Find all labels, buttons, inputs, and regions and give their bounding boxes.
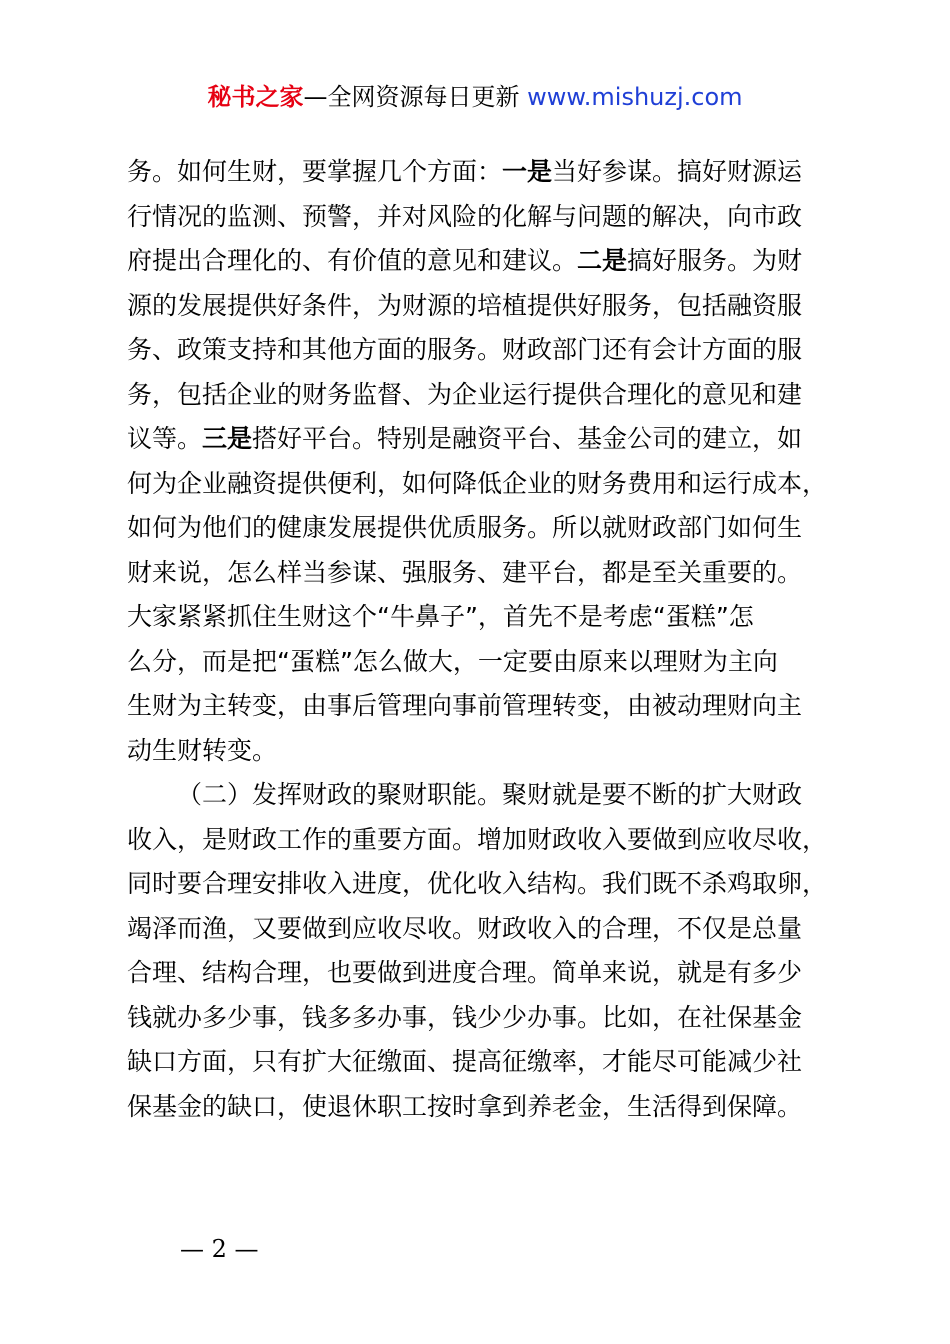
text-line: 行情况的监测、预警，并对风险的化解与问题的解决，向市政: [127, 201, 803, 231]
text-line: （二）发挥财政的聚财职能。聚财就是要不断的扩大财政: [177, 780, 803, 809]
text-line: 生财为主转变，由事后管理向事前管理转变，由被动理财向主: [127, 691, 803, 720]
emphasis-label: 三是: [202, 424, 253, 453]
text-line: 何为企业融资提供便利，如何降低企业的财务费用和运行成本，: [127, 468, 828, 498]
text-run: 府提出合理化的、有价值的意见和建议。: [127, 246, 578, 275]
text-line: 务，包括企业的财务监督、为企业运行提供合理化的意见和建: [127, 379, 803, 409]
text-line: 么分，而是把“蛋糕”怎么做大，一定要由原来以理财为主向: [127, 646, 778, 676]
text-line: [127, 150, 847, 195]
site-header: [0, 80, 950, 114]
text-line: 合理、结构合理，也要做到进度合理。简单来说，就是有多少: [127, 958, 803, 987]
page-number: — 2 —: [180, 1235, 259, 1263]
text-line: 务、政策支持和其他方面的服务。财政部门还有会计方面的服: [127, 335, 803, 364]
text-line: 钱就办多少事，钱多多办事，钱少少办事。比如，在社保基金: [127, 1002, 803, 1032]
text-line: [127, 417, 847, 462]
text-line: 收入，是财政工作的重要方面。增加财政收入要做到应收尽收，: [127, 824, 828, 854]
emphasis-label: 二是: [577, 246, 628, 275]
text-run: 当好参谋。搞好财源运: [552, 157, 803, 186]
text-line: 保基金的缺口，使退休职工按时拿到养老金，生活得到保障。: [127, 1091, 803, 1121]
text-line: 同时要合理安排收入进度，优化收入结构。我们既不杀鸡取卵，: [127, 869, 828, 898]
text-run: 搭好平台。特别是融资平台、基金公司的建立，如: [252, 424, 803, 453]
site-url-link[interactable]: www.mishuzj.com: [527, 83, 743, 111]
text-line: 竭泽而渔，又要做到应收尽收。财政收入的合理，不仅是总量: [127, 913, 803, 943]
text-run: 议等。: [127, 424, 203, 453]
text-run: 搞好服务。为财: [627, 246, 803, 275]
text-line: 大家紧紧抓住生财这个“牛鼻子”，首先不是考虑“蛋糕”怎: [127, 602, 754, 631]
text-line: 缺口方面，只有扩大征缴面、提高征缴率，才能尽可能减少社: [127, 1047, 803, 1076]
text-line: 源的发展提供好条件，为财源的培植提供好服务，包括融资服: [127, 290, 803, 320]
text-line: 如何为他们的健康发展提供优质服务。所以就财政部门如何生: [127, 513, 803, 542]
document-body: [127, 150, 847, 1129]
text-run: 务。如何生财，要掌握几个方面：: [127, 157, 503, 186]
site-slogan: —全网资源每日更新: [303, 83, 520, 111]
text-line: 财来说，怎么样当参谋、强服务、建平台，都是至关重要的。: [127, 557, 803, 587]
site-brand: 秘书之家: [207, 83, 304, 111]
text-line: 动生财转变。: [127, 735, 278, 765]
text-line: [127, 239, 847, 284]
emphasis-label: 一是: [502, 157, 553, 186]
